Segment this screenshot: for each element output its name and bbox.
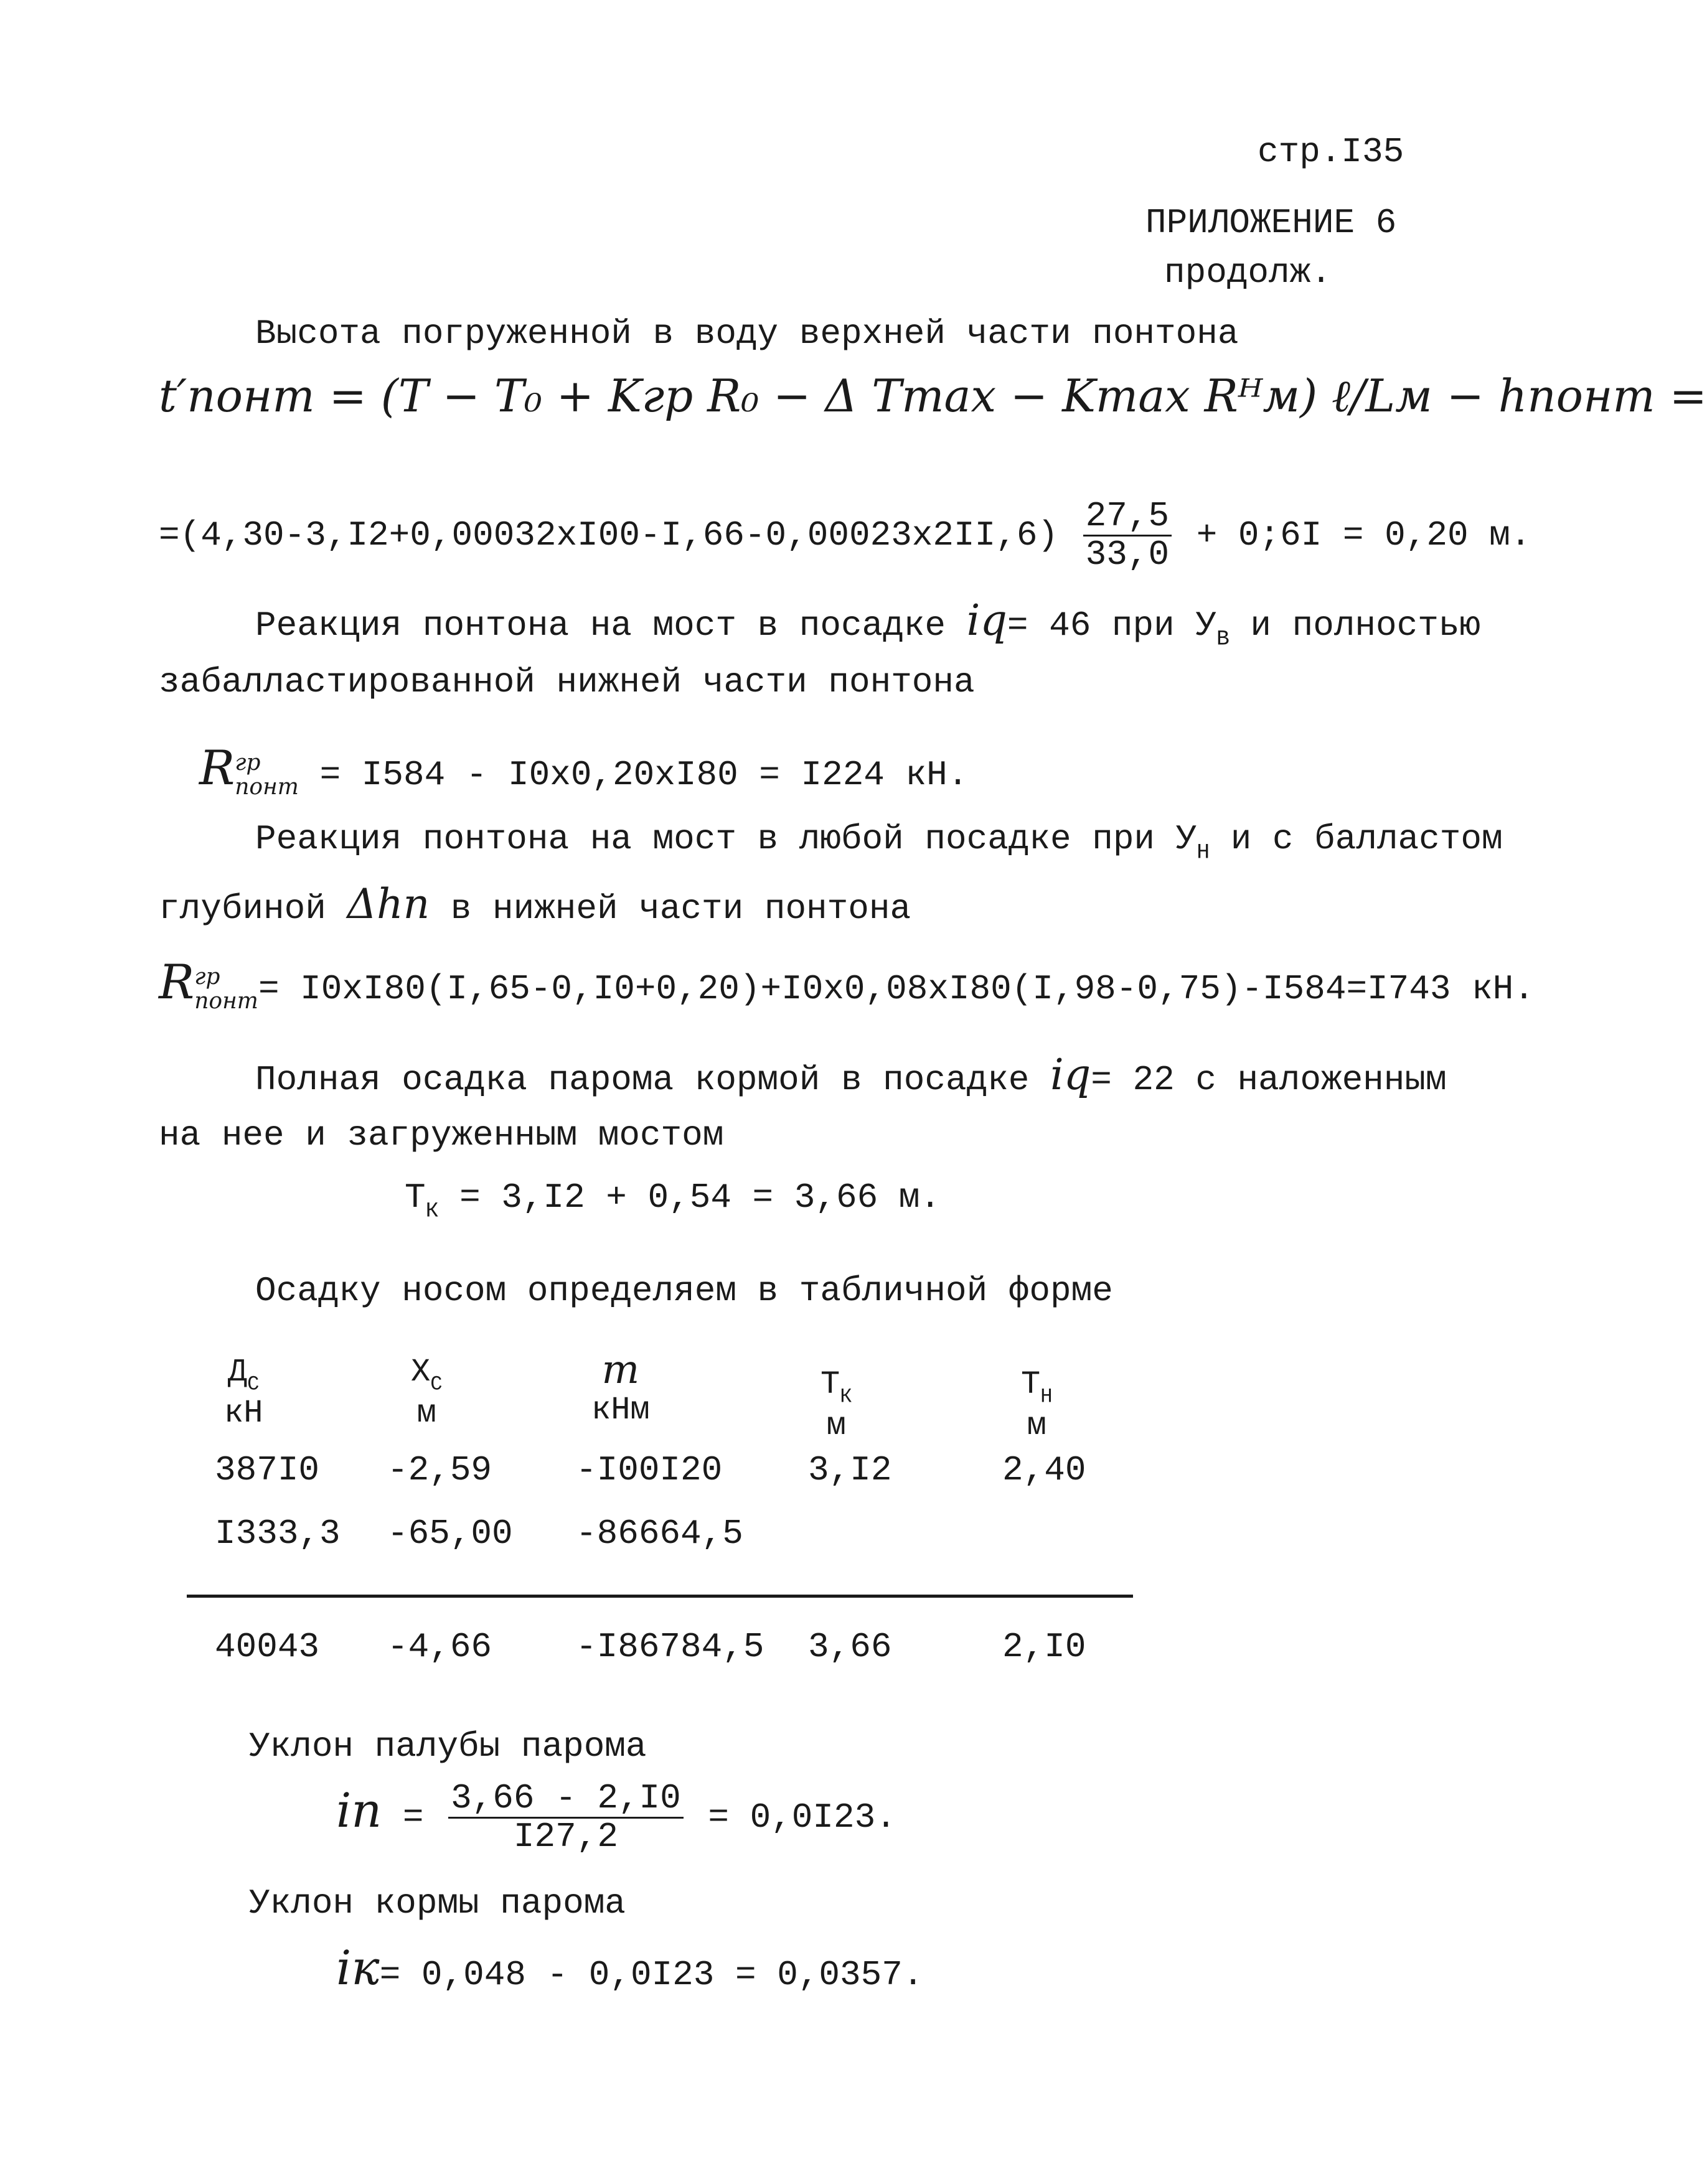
formula-6: iп = $\frac{3,66 - 2,I0}{I27,2}$ = 0,0I23. — [336, 1778, 896, 1857]
p3-sub: Н — [1197, 840, 1210, 865]
f2-expression: = I584 - I0x0,20xI80 = I224 кН. — [319, 755, 969, 795]
formula-1-result: + 0;6I = 0,20 м. — [1196, 515, 1531, 556]
formula-1-frac-den: 33,0 — [1085, 534, 1170, 574]
paragraph-2 — [255, 596, 1481, 652]
f2-indices — [235, 751, 299, 800]
table-header-xc — [411, 1354, 443, 1431]
f6-symbol: iп — [336, 1783, 382, 1839]
table-cell: -86664,5 — [576, 1514, 743, 1554]
table-cell: -I00I20 — [576, 1450, 723, 1490]
f6-result: = 0,0I23. — [708, 1797, 896, 1838]
table-total-rule — [187, 1595, 1133, 1598]
f4-sub: К — [425, 1199, 439, 1224]
table-header-m — [591, 1348, 650, 1428]
table-total-cell: -4,66 — [387, 1627, 492, 1667]
formula-1-frac-num: 27,5 — [1083, 498, 1172, 537]
header-xc-unit: м — [416, 1394, 436, 1432]
p4-text-a: Полная осадка парома кормой в посадке — [255, 1060, 1030, 1100]
f2-sup: гр — [235, 749, 261, 776]
p2-text-c: и полностью — [1250, 606, 1481, 645]
formula-2 — [199, 740, 969, 800]
paragraph-4-line-2: на нее и загруженным мостом — [159, 1115, 724, 1155]
table-cell: 2,40 — [1002, 1450, 1086, 1490]
paragraph-6: Уклон палубы парома — [249, 1727, 647, 1766]
f4-expression: = 3,I2 + 0,54 = 3,66 м. — [459, 1178, 941, 1217]
header-xc-sub: С — [430, 1372, 443, 1396]
page-number: стр.I35 — [1258, 132, 1404, 172]
f4-symbol: Т — [405, 1178, 426, 1217]
table-total-cell: -I86784,5 — [576, 1627, 764, 1667]
f6-den: I27,2 — [513, 1816, 618, 1857]
header-tk-sub: К — [840, 1385, 852, 1408]
f3-indices — [194, 965, 258, 1014]
formula-3 — [159, 954, 1535, 1015]
formula-4 — [405, 1180, 941, 1222]
f3-sub: понт — [194, 988, 258, 1015]
p3-line2-b: в нижней части понтона — [450, 889, 911, 929]
header-xc-sym: Х — [411, 1354, 431, 1390]
table-total-cell: 40043 — [215, 1627, 320, 1667]
header-tk-unit: м — [826, 1407, 846, 1444]
p3-text-a: Реакция понтона на мост в любой посадке при У — [255, 819, 1197, 859]
header-dc-sym: Д — [227, 1354, 248, 1390]
p3-delta-h: Δhп — [347, 880, 430, 928]
p2-text-a: Реакция понтона на мост в посадке — [255, 606, 946, 645]
p2-iq: iq — [966, 596, 1007, 645]
appendix-title: ПРИЛОЖЕНИЕ 6 — [1145, 203, 1397, 243]
paragraph-7: Уклон кормы парома — [249, 1883, 626, 1923]
table-total-cell: 3,66 — [808, 1627, 892, 1667]
p4-text-b: = 22 с наложенным — [1091, 1060, 1447, 1100]
table-cell: -65,00 — [387, 1514, 513, 1554]
table-cell: 3,I2 — [808, 1450, 892, 1490]
f7-expression: = 0,048 - 0,0I23 = 0,0357. — [379, 1955, 924, 1995]
paragraph-3 — [255, 819, 1503, 865]
f6-num: 3,66 - 2,I0 — [448, 1780, 684, 1819]
table-cell: 387I0 — [215, 1450, 320, 1490]
table-header-tk — [821, 1367, 852, 1443]
f2-symbol: R — [199, 740, 235, 795]
f2-sub: понт — [235, 774, 299, 800]
formula-6-fraction — [448, 1780, 684, 1855]
table-total-cell: 2,I0 — [1002, 1627, 1086, 1667]
f3-sup: гр — [194, 963, 220, 990]
formula-1-fraction — [1083, 498, 1172, 573]
header-tk-sym: Т — [821, 1366, 840, 1403]
table-header-dc — [224, 1354, 263, 1431]
paragraph-5: Осадку носом определяем в табличной форме — [255, 1271, 1113, 1311]
f3-symbol: R — [159, 954, 195, 1010]
header-tn-sub: Н — [1040, 1385, 1053, 1408]
formula-1-text: t′понт = (T − T₀ + Kгр R₀ − Δ Tmax − Kmax Rᴴм) ℓ/Lм − hпонт = — [159, 370, 1707, 422]
p3-line2-a: глубиной — [159, 889, 326, 929]
continued-label: продолж. — [1164, 253, 1332, 293]
formula-7 — [336, 1940, 924, 1995]
header-tn-unit: м — [1027, 1407, 1046, 1444]
header-tn-sym: Т — [1021, 1366, 1041, 1403]
header-m-unit: кНм — [591, 1392, 650, 1429]
header-dc-sub: С — [247, 1372, 260, 1396]
p4-iq: iq — [1050, 1051, 1091, 1100]
formula-1-handwritten — [159, 370, 1707, 422]
table-cell: I333,3 — [215, 1514, 341, 1554]
table-cell: -2,59 — [387, 1450, 492, 1490]
f7-symbol: iк — [336, 1940, 380, 1995]
paragraph-1: Высота погруженной в воду верхней части понтона — [255, 314, 1239, 354]
formula-1-numeric — [159, 498, 1531, 573]
header-dc-unit: кН — [224, 1394, 263, 1432]
table-header-tn — [1021, 1367, 1053, 1443]
p3-text-b: и с балластом — [1230, 819, 1503, 859]
paragraph-4 — [255, 1051, 1447, 1100]
paragraph-2-line-2: забалластированной нижней части понтона — [159, 662, 975, 702]
p2-sub: В — [1216, 627, 1230, 652]
paragraph-3-line-2 — [159, 880, 911, 929]
header-m-sym: m — [601, 1347, 640, 1393]
f3-expression: = I0xI80(I,65-0,I0+0,20)+I0x0,08xI80(I,98-0,75)-I584=I743 кН. — [258, 969, 1535, 1009]
formula-1-expr: =(4,30-3,I2+0,00032xI00-I,66-0,00023x2II,6) — [159, 515, 1059, 556]
p2-text-b: = 46 при У — [1007, 606, 1216, 645]
